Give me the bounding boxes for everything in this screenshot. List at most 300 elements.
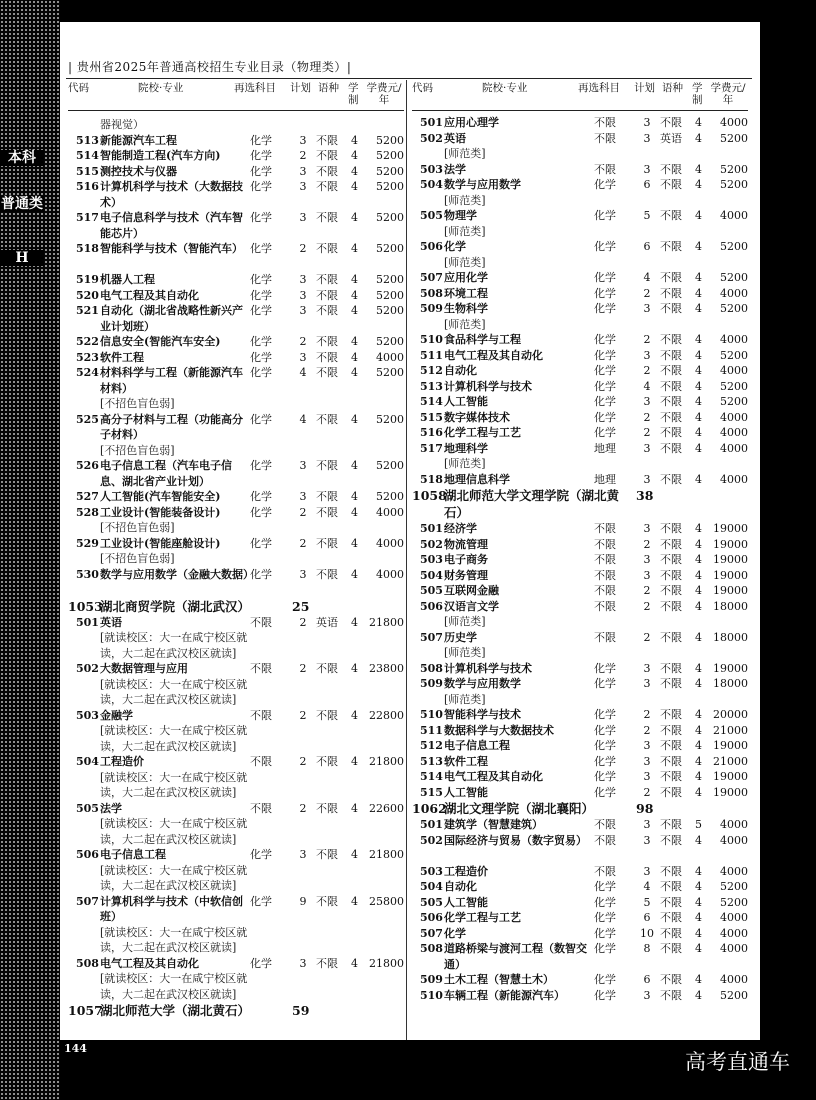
row-subject: 化学 xyxy=(594,364,616,377)
row-fee: 4000 xyxy=(720,116,748,129)
row-note: [师范类] xyxy=(444,193,486,207)
row-fee: 5200 xyxy=(376,149,404,162)
table-row xyxy=(412,676,748,692)
row-major: 数学与应用数学（金融大数据） xyxy=(100,567,254,581)
row-plan: 2 xyxy=(643,286,651,300)
row-fee: 4000 xyxy=(720,426,748,439)
row-subject: 化学 xyxy=(250,288,272,302)
row-major: 人工智能 xyxy=(444,395,488,408)
row-plan: 5 xyxy=(643,895,651,909)
row-language: 不限 xyxy=(660,770,682,783)
row-plan: 2 xyxy=(643,723,651,737)
row-language: 不限 xyxy=(316,366,338,379)
row-subject: 化学 xyxy=(594,209,616,222)
row-fee: 20000 xyxy=(713,708,748,721)
row-fee: 4000 xyxy=(720,942,748,955)
table-row xyxy=(412,521,748,537)
row-plan: 2 xyxy=(643,364,651,377)
row-language: 不限 xyxy=(660,209,682,222)
table-row xyxy=(412,472,748,488)
row-length: 4 xyxy=(351,708,358,722)
row-fee: 5200 xyxy=(720,302,748,315)
row-length: 4 xyxy=(695,739,702,752)
row-language: 不限 xyxy=(660,116,682,129)
row-language: 不限 xyxy=(316,894,338,908)
row-note: [不招色盲色弱] xyxy=(100,397,175,410)
row-note: [就读校区：大一在咸宁校区就读，大二起在武汉校区就读] xyxy=(100,863,248,892)
row-major: 电气工程及其自动化 xyxy=(100,956,199,970)
row-plan: 3 xyxy=(299,164,307,178)
row-language: 不限 xyxy=(316,662,338,675)
row-fee: 18000 xyxy=(713,630,748,644)
row-code: 505 xyxy=(420,584,443,597)
row-fee: 5200 xyxy=(720,395,748,408)
row-length: 4 xyxy=(351,662,358,675)
row-fee: 5200 xyxy=(720,271,748,284)
row-language: 不限 xyxy=(316,211,338,224)
row-plan: 2 xyxy=(643,537,651,551)
row-major: 电子信息工程 xyxy=(100,848,166,861)
row-length: 4 xyxy=(695,333,702,346)
row-code: 514 xyxy=(420,770,443,783)
row-length: 4 xyxy=(351,304,358,317)
row-plan: 3 xyxy=(643,522,651,535)
row-subject: 不限 xyxy=(250,755,272,768)
row-fee: 5200 xyxy=(376,459,404,472)
row-plan: 8 xyxy=(643,942,651,955)
col-length-label: 学制 xyxy=(348,82,359,106)
row-length: 4 xyxy=(351,288,358,302)
row-subject: 化学 xyxy=(594,271,616,284)
row-language: 不限 xyxy=(316,505,338,519)
row-note: [师范类] xyxy=(444,224,486,238)
row-plan: 2 xyxy=(643,584,651,597)
col-language-label: 语种 xyxy=(662,82,683,94)
table-row xyxy=(412,177,748,193)
row-fee: 5200 xyxy=(720,348,748,362)
row-language: 不限 xyxy=(660,240,682,253)
row-fee: 4000 xyxy=(720,472,748,486)
row-language: 不限 xyxy=(660,410,682,424)
row-subject: 化学 xyxy=(594,240,616,253)
row-length: 4 xyxy=(695,348,702,362)
row-subject: 化学 xyxy=(594,770,616,783)
table-row xyxy=(412,162,748,178)
row-code: 520 xyxy=(76,288,99,302)
row-code: 506 xyxy=(420,911,443,924)
row-length: 4 xyxy=(351,894,358,908)
row-code: 505 xyxy=(76,801,99,815)
row-fee: 23800 xyxy=(369,662,404,675)
row-note: [师范类] xyxy=(444,615,486,628)
row-language: 不限 xyxy=(660,472,682,486)
row-language: 不限 xyxy=(660,708,682,721)
page-header: | 贵州省2025年普通高校招生专业目录（物理类）| xyxy=(68,60,352,74)
row-major: 道路桥梁与渡河工程（数智交通） xyxy=(444,942,587,971)
row-code: 519 xyxy=(76,273,99,286)
table-row xyxy=(412,630,748,646)
table-row xyxy=(412,425,748,441)
row-fee: 5200 xyxy=(720,131,748,145)
row-length: 4 xyxy=(695,880,702,893)
row-fee: 5200 xyxy=(720,178,748,191)
row-code: 505 xyxy=(420,895,443,909)
row-code: 507 xyxy=(420,926,443,940)
row-major: 应用心理学 xyxy=(444,116,499,129)
row-plan: 2 xyxy=(643,708,651,721)
table-row xyxy=(68,133,404,149)
table-row xyxy=(412,270,748,286)
right-column-body xyxy=(412,111,748,1003)
row-plan: 6 xyxy=(643,178,651,191)
table-row xyxy=(68,412,404,443)
row-subject: 地理 xyxy=(594,472,616,486)
row-major: 物理学 xyxy=(444,209,477,222)
row-plan: 4 xyxy=(643,880,651,893)
row-language: 不限 xyxy=(316,490,338,503)
row-plan: 3 xyxy=(299,350,307,364)
row-language: 不限 xyxy=(316,459,338,472)
row-major: 数学与应用数学 xyxy=(444,677,521,690)
school-name: 湖北师范大学文理学院（湖北黄石） xyxy=(444,488,620,520)
row-code: 503 xyxy=(420,162,443,176)
table-row xyxy=(68,334,404,350)
row-note: [师范类] xyxy=(444,457,486,470)
row-code: 514 xyxy=(420,395,443,408)
row-subject: 化学 xyxy=(594,677,616,690)
row-fee: 4000 xyxy=(720,833,748,847)
row-major: 智能科学与技术 xyxy=(444,708,521,721)
row-length: 4 xyxy=(695,209,702,222)
row-language: 不限 xyxy=(660,553,682,566)
row-language: 不限 xyxy=(316,335,338,348)
row-length: 4 xyxy=(351,412,358,426)
row-fee: 5200 xyxy=(720,379,748,393)
row-code: 509 xyxy=(420,973,443,986)
table-row xyxy=(68,179,404,210)
row-plan: 2 xyxy=(299,335,307,348)
row-subject: 不限 xyxy=(594,568,616,582)
row-plan: 3 xyxy=(299,133,307,147)
row-subject: 化学 xyxy=(594,988,616,1002)
row-language: 不限 xyxy=(316,801,338,815)
row-code: 510 xyxy=(420,708,443,721)
row-language: 不限 xyxy=(660,818,682,831)
row-major: 人工智能 xyxy=(444,785,488,799)
table-row xyxy=(412,115,748,131)
row-language: 不限 xyxy=(660,584,682,597)
table-row xyxy=(68,350,404,366)
row-length: 4 xyxy=(695,677,702,690)
row-subject: 不限 xyxy=(250,662,272,675)
table-row xyxy=(412,348,748,364)
row-code: 515 xyxy=(76,164,99,178)
col-school-label: 院校·专业 xyxy=(138,82,184,94)
col-fee-label: 学费元/年 xyxy=(710,82,746,106)
row-major: 新能源汽车工程 xyxy=(100,133,177,147)
row-length: 4 xyxy=(351,848,358,861)
row-major: 测控技术与仪器 xyxy=(100,164,177,178)
row-code: 530 xyxy=(76,567,99,581)
row-major: 计算机科学与技术（中软信创班） xyxy=(100,894,243,923)
row-length: 4 xyxy=(695,988,702,1002)
row-code: 501 xyxy=(76,615,99,629)
table-row xyxy=(412,568,748,584)
table-row xyxy=(412,301,748,317)
row-plan: 3 xyxy=(643,116,651,129)
left-column-body xyxy=(68,111,404,1019)
table-row xyxy=(412,910,748,926)
row-language: 不限 xyxy=(660,302,682,315)
row-plan: 3 xyxy=(299,848,307,861)
row-language: 不限 xyxy=(660,911,682,924)
row-language: 英语 xyxy=(660,131,682,145)
row-major: 应用化学 xyxy=(444,271,488,284)
table-row xyxy=(68,754,404,770)
row-note: [就读校区：大一在咸宁校区就读，大二起在武汉校区就读] xyxy=(100,770,248,799)
table-row xyxy=(412,941,748,972)
row-fee: 4000 xyxy=(376,350,404,364)
row-major: 人工智能 xyxy=(444,895,488,909)
row-fee: 19000 xyxy=(713,537,748,551)
table-row xyxy=(412,131,748,147)
row-note: [师范类] xyxy=(444,255,486,269)
row-fee: 5200 xyxy=(376,288,404,302)
row-major: 电子商务 xyxy=(444,553,488,566)
col-subject-label: 再选科目 xyxy=(578,82,620,94)
row-length: 4 xyxy=(695,364,702,377)
row-fee: 19000 xyxy=(713,584,748,597)
row-code: 512 xyxy=(420,364,443,377)
row-code: 518 xyxy=(76,242,99,255)
row-language: 不限 xyxy=(316,567,338,581)
table-row xyxy=(412,583,748,599)
row-subject: 化学 xyxy=(594,178,616,191)
row-plan: 3 xyxy=(643,348,651,362)
table-row xyxy=(412,379,748,395)
row-code: 508 xyxy=(420,286,443,300)
row-major: 材料科学与工程（新能源汽车材料） xyxy=(100,366,243,395)
row-language: 不限 xyxy=(660,833,682,847)
row-plan: 3 xyxy=(643,677,651,690)
row-plan: 2 xyxy=(643,785,651,799)
row-subject: 化学 xyxy=(250,149,272,162)
row-major: 软件工程 xyxy=(444,754,488,768)
row-fee: 21800 xyxy=(369,615,404,629)
row-plan: 3 xyxy=(643,864,651,878)
row-plan: 3 xyxy=(643,661,651,675)
row-fee: 19000 xyxy=(713,785,748,799)
row-length: 4 xyxy=(351,164,358,178)
row-length: 4 xyxy=(695,441,702,455)
row-length: 4 xyxy=(351,536,358,550)
row-language: 不限 xyxy=(316,848,338,861)
row-code: 515 xyxy=(420,410,443,424)
row-plan: 3 xyxy=(299,459,307,472)
row-fee: 4000 xyxy=(376,536,404,550)
table-row xyxy=(412,754,748,770)
row-plan: 2 xyxy=(299,801,307,815)
row-fee: 19000 xyxy=(713,568,748,582)
row-plan: 3 xyxy=(643,553,651,566)
row-language: 不限 xyxy=(660,348,682,362)
row-language: 不限 xyxy=(660,895,682,909)
row-fee: 5200 xyxy=(376,164,404,178)
row-language: 不限 xyxy=(660,723,682,737)
row-length: 4 xyxy=(351,350,358,364)
row-language: 不限 xyxy=(660,926,682,940)
row-plan: 3 xyxy=(643,833,651,847)
school-name: 湖北商贸学院（湖北武汉） xyxy=(100,598,251,614)
col-language-label: 语种 xyxy=(318,82,339,94)
row-plan: 3 xyxy=(299,180,307,193)
school-heading xyxy=(412,487,748,521)
row-length: 4 xyxy=(695,770,702,783)
row-major: 高分子材料与工程（功能高分子材料） xyxy=(100,412,243,441)
row-language: 不限 xyxy=(660,630,682,644)
row-fee: 4000 xyxy=(720,209,748,222)
row-subject: 化学 xyxy=(594,395,616,408)
row-major: 计算机科学与技术 xyxy=(444,661,532,675)
row-subject: 化学 xyxy=(594,926,616,940)
row-language: 不限 xyxy=(316,133,338,147)
col-code-label: 代码 xyxy=(68,82,89,94)
row-code: 517 xyxy=(420,441,443,455)
row-language: 英语 xyxy=(316,615,338,629)
row-code: 502 xyxy=(76,662,99,675)
row-code: 502 xyxy=(420,833,443,847)
row-plan: 3 xyxy=(643,770,651,783)
row-language: 不限 xyxy=(316,288,338,302)
row-code: 510 xyxy=(420,988,443,1002)
row-major: 人工智能(汽车智能安全) xyxy=(100,490,221,503)
row-major: 化学工程与工艺 xyxy=(444,426,521,439)
row-subject: 化学 xyxy=(594,754,616,768)
row-code: 513 xyxy=(420,754,443,768)
row-fee: 18000 xyxy=(713,677,748,690)
table-row xyxy=(68,489,404,505)
school-plan: 59 xyxy=(292,1003,310,1018)
row-plan: 3 xyxy=(643,818,651,831)
row-major: 电气工程及其自动化 xyxy=(444,770,543,783)
row-fee: 5200 xyxy=(376,412,404,426)
row-fee: 21800 xyxy=(369,956,404,970)
row-fee: 5200 xyxy=(376,335,404,348)
row-length: 4 xyxy=(695,723,702,737)
row-major: 化学 xyxy=(444,240,466,253)
table-row xyxy=(68,536,404,552)
row-plan: 3 xyxy=(299,567,307,581)
table-row xyxy=(412,879,748,895)
row-length: 4 xyxy=(351,242,358,255)
row-plan: 10 xyxy=(640,926,654,940)
row-subject: 化学 xyxy=(594,410,616,424)
col-plan-label: 计划 xyxy=(634,82,655,94)
row-code: 516 xyxy=(420,426,443,439)
table-row xyxy=(412,988,748,1004)
row-language: 不限 xyxy=(660,661,682,675)
row-subject: 化学 xyxy=(250,412,272,426)
row-code: 529 xyxy=(76,536,99,550)
row-code: 502 xyxy=(420,537,443,551)
table-row xyxy=(412,332,748,348)
row-language: 不限 xyxy=(316,242,338,255)
row-plan: 3 xyxy=(299,211,307,224)
row-length: 4 xyxy=(695,661,702,675)
col-plan-label: 计划 xyxy=(290,82,311,94)
page-number: 144 xyxy=(64,1042,87,1055)
row-major: 环境工程 xyxy=(444,286,488,300)
row-subject: 不限 xyxy=(594,522,616,535)
row-fee: 25800 xyxy=(369,894,404,908)
table-row xyxy=(68,567,404,598)
side-tab-general: 普通类 xyxy=(1,196,43,212)
row-code: 528 xyxy=(76,505,99,519)
row-code: 515 xyxy=(420,785,443,799)
row-language: 不限 xyxy=(660,537,682,551)
row-major: 汉语言文学 xyxy=(444,599,499,613)
row-length: 4 xyxy=(695,942,702,955)
row-length: 4 xyxy=(351,956,358,970)
row-fee: 4000 xyxy=(720,818,748,831)
row-major: 工业设计(智能座舱设计) xyxy=(100,536,221,550)
row-length: 4 xyxy=(695,568,702,582)
row-language: 不限 xyxy=(660,522,682,535)
row-subject: 化学 xyxy=(250,211,272,224)
row-subject: 不限 xyxy=(594,599,616,613)
side-tab-undergrad: 本科 xyxy=(0,150,44,166)
row-code: 522 xyxy=(76,335,99,348)
row-fee: 5200 xyxy=(376,242,404,255)
table-row xyxy=(68,303,404,334)
row-fee: 22600 xyxy=(369,801,404,815)
row-length: 4 xyxy=(695,584,702,597)
row-plan: 2 xyxy=(643,599,651,613)
row-subject: 化学 xyxy=(250,366,272,379)
row-language: 不限 xyxy=(660,739,682,752)
row-language: 不限 xyxy=(660,271,682,284)
school-plan: 25 xyxy=(292,598,310,614)
row-major: 历史学 xyxy=(444,630,477,644)
table-row xyxy=(68,505,404,521)
table-row xyxy=(68,288,404,304)
table-row xyxy=(412,410,748,426)
row-length: 4 xyxy=(695,911,702,924)
row-fee: 5200 xyxy=(376,490,404,503)
row-fee: 5200 xyxy=(720,240,748,253)
row-fee: 21800 xyxy=(369,848,404,861)
row-major: 电子信息工程 xyxy=(444,739,510,752)
row-language: 不限 xyxy=(660,364,682,377)
school-name: 湖北文理学院（湖北襄阳） xyxy=(444,801,595,816)
row-plan: 2 xyxy=(643,410,651,424)
row-code: 501 xyxy=(420,116,443,129)
row-major: 化学工程与工艺 xyxy=(444,911,521,924)
row-subject: 不限 xyxy=(594,833,616,847)
row-subject: 不限 xyxy=(250,708,272,722)
row-plan: 2 xyxy=(299,755,307,768)
row-major: 国际经济与贸易（数字贸易） xyxy=(444,833,587,847)
row-subject: 化学 xyxy=(594,973,616,986)
row-fee: 21800 xyxy=(369,755,404,768)
table-row xyxy=(412,552,748,568)
row-major: 财务管理 xyxy=(444,568,488,582)
row-plan: 3 xyxy=(643,131,651,145)
row-length: 4 xyxy=(695,410,702,424)
table-row xyxy=(412,864,748,880)
row-code: 513 xyxy=(76,133,99,147)
row-language: 不限 xyxy=(316,412,338,426)
